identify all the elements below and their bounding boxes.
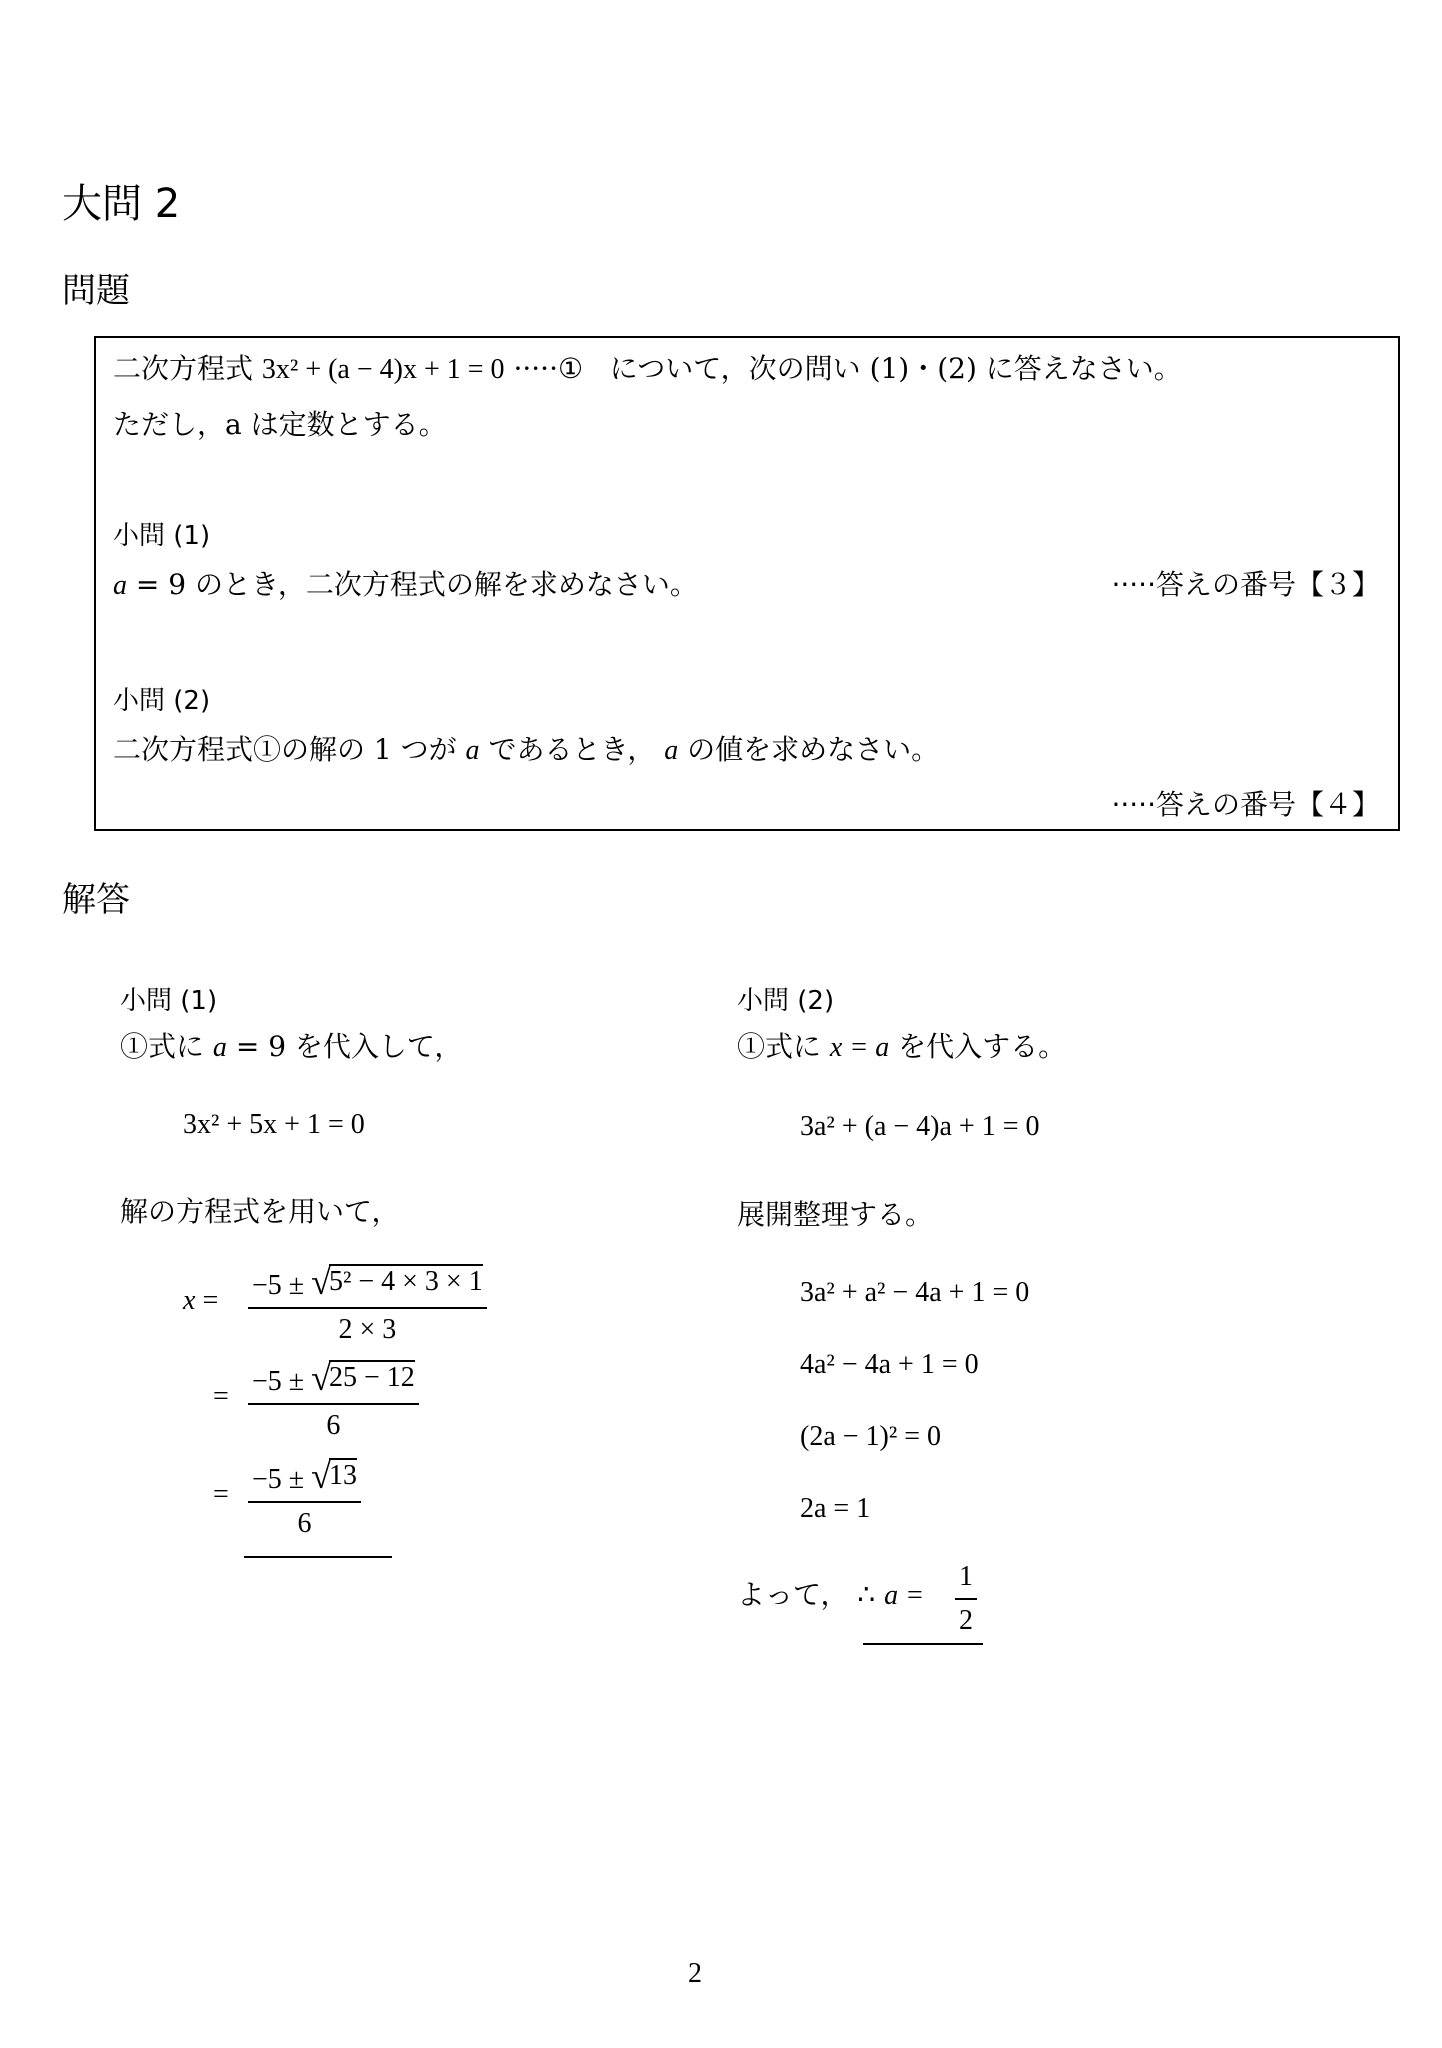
sqrt-symbol: √ (311, 1456, 331, 1496)
problem-intro-dots: ·····① (513, 352, 584, 385)
solution1-x: x (183, 1285, 196, 1316)
q1-answer-number: ·····答えの番号【３】 (1111, 568, 1380, 601)
solution2-variable-a: a (884, 1580, 899, 1611)
solution2-line1 (737, 1030, 1066, 1065)
problem-intro-suffix: について，次の問い (1)・(2) に答えなさい。 (609, 352, 1182, 385)
fraction-1-numerator-prefix: −5 ± (252, 1270, 305, 1301)
fraction-3-denominator: 6 (248, 1501, 361, 1541)
section-heading-problem: 問題 (62, 271, 130, 311)
solution1-fraction-2 (248, 1360, 419, 1442)
fraction-2-radicand: 25 − 12 (328, 1362, 415, 1393)
section-heading-answer: 解答 (62, 880, 130, 920)
solution1-line1-post: = 9 を代入して， (235, 1030, 463, 1063)
q2-body-c: の値を求めなさい。 (687, 733, 940, 766)
page-title: 大問 2 (62, 181, 181, 227)
solution1-x-label (183, 1284, 218, 1318)
fraction-1-denominator: 2 × 3 (248, 1307, 487, 1347)
solution2-answer-fraction (955, 1560, 977, 1637)
problem-note: ただし，a は定数とする。 (113, 408, 447, 441)
solution1-line1-pre: ①式に (120, 1030, 205, 1063)
fraction-2-numerator-prefix: −5 ± (252, 1366, 305, 1397)
solution2-equation-2: 3a² + a² − 4a + 1 = 0 (800, 1277, 1030, 1308)
q2-body-a: 二次方程式①の解の 1 つが (113, 733, 457, 766)
solution2-conclusion (737, 1578, 923, 1613)
solution1-eq-sign-1: = (202, 1285, 219, 1316)
problem-equation: 3x² + (a − 4)x + 1 = 0 (261, 354, 505, 385)
solution1-fraction-1 (248, 1264, 487, 1346)
q2-variable-a1: a (465, 735, 480, 766)
solution1-heading: 小問 (1) (120, 986, 218, 1016)
answer-numerator: 1 (959, 1561, 973, 1592)
solution1-variable-a: a (212, 1032, 227, 1063)
problem-intro (113, 352, 1182, 387)
solution2-equation-1: 3a² + (a − 4)a + 1 = 0 (800, 1111, 1040, 1142)
sqrt-symbol: √ (311, 1262, 331, 1302)
solution1-fraction-3 (248, 1458, 361, 1540)
solution1-line1 (120, 1030, 462, 1065)
q1-heading: 小問 (1) (113, 521, 211, 551)
solution2-conclusion-pre: よって， (737, 1578, 849, 1611)
solution2-heading: 小問 (2) (737, 986, 835, 1016)
solution2-line2: 展開整理する。 (737, 1198, 934, 1231)
q2-answer-number: ·····答えの番号【４】 (1111, 788, 1380, 821)
fraction-2-denominator: 6 (248, 1403, 419, 1443)
solution1-answer-underline (244, 1556, 392, 1558)
page-number: 2 (688, 1958, 702, 1989)
fraction-1-radicand: 5² − 4 × 3 × 1 (328, 1266, 483, 1297)
solution1-equation: 3x² + 5x + 1 = 0 (183, 1109, 365, 1140)
q2-heading: 小問 (2) (113, 686, 211, 716)
q1-body: = 9 のとき，二次方程式の解を求めなさい。 (135, 568, 698, 601)
solution2-eq-sign: = (907, 1580, 923, 1611)
fraction-3-radicand: 13 (328, 1460, 357, 1491)
solution2-equation-5: 2a = 1 (800, 1493, 871, 1524)
answer-denominator: 2 (955, 1598, 977, 1638)
solution1-eq-sign-2: = (213, 1381, 229, 1412)
solution1-eq-sign-3: = (213, 1479, 229, 1510)
therefore-symbol: ∴ (857, 1580, 876, 1611)
q1-text (113, 568, 698, 603)
solution2-substitution: x = a (829, 1032, 890, 1063)
solution2-line1-pre: ①式に (737, 1030, 822, 1063)
solution1-line2: 解の方程式を用いて， (120, 1195, 400, 1228)
q2-body-b: であるとき， (488, 733, 656, 766)
q2-text (113, 733, 939, 768)
q1-variable-a: a (113, 570, 127, 601)
solution2-answer-underline (863, 1643, 983, 1645)
solution2-line1-post: を代入する。 (898, 1030, 1067, 1063)
problem-intro-prefix: 二次方程式 (113, 352, 254, 385)
solution2-equation-3: 4a² − 4a + 1 = 0 (800, 1349, 979, 1380)
fraction-3-numerator-prefix: −5 ± (252, 1464, 305, 1495)
sqrt-symbol: √ (311, 1358, 331, 1398)
solution2-equation-4: (2a − 1)² = 0 (800, 1421, 942, 1452)
q2-variable-a2: a (664, 735, 679, 766)
